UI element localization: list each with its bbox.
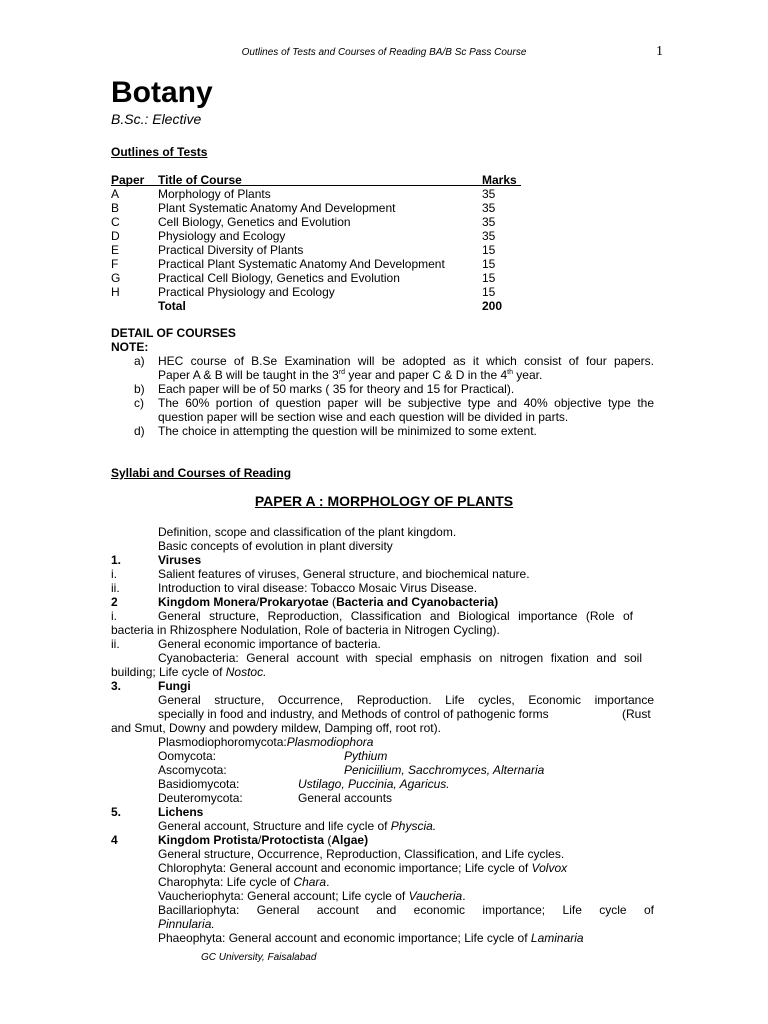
taxon-value: Pythium (344, 749, 388, 763)
item-text: General structure, Reproduction, Classification and Biological importance (Role of (158, 609, 633, 623)
taxon-value: Peniciilium, Sacchromyces, Alternaria (344, 763, 545, 777)
row-paper: D (111, 229, 120, 243)
item-text: Phaeophyta: General account and economic importance; Life cycle of Laminaria (158, 931, 584, 945)
row-paper: B (111, 201, 120, 215)
row-paper: H (111, 285, 120, 299)
taxon-value: Ustilago, Puccinia, Agaricus. (298, 777, 450, 791)
row-title: Plant Systematic Anatomy And Development (158, 201, 396, 215)
section-number: 3. (111, 679, 122, 693)
note-label: NOTE: (111, 340, 149, 354)
section-title: Lichens (158, 805, 204, 819)
item-marker: i. (111, 567, 117, 581)
outlines-heading: Outlines of Tests (111, 145, 208, 159)
item-text: Chlorophyta: General account and economic importance; Life cycle of Volvox (158, 861, 568, 875)
section-title: Fungi (158, 679, 191, 693)
row-paper: A (111, 187, 120, 201)
row-title: Practical Diversity of Plants (158, 243, 304, 257)
note-text: question paper will be section wise and each question will be divided in parts. (158, 410, 569, 424)
note-marker: c) (134, 396, 144, 410)
page-subtitle: B.Sc.: Elective (111, 111, 202, 127)
running-header: Outlines of Tests and Courses of Reading BA/B Sc Pass Course (241, 47, 527, 58)
note-marker: d) (134, 424, 145, 438)
col-header-title: Title of Course (158, 173, 242, 187)
page-title: Botany (111, 76, 213, 109)
section-number: 1. (111, 553, 122, 567)
intro-line: Basic concepts of evolution in plant diversity (158, 539, 393, 553)
taxon-label: Oomycota: (158, 749, 217, 763)
page-number: 1 (656, 44, 663, 59)
item-text: Salient features of viruses, General structure, and biochemical nature. (158, 567, 530, 581)
note-text: Paper A & B will be taught in the 3rd year and paper C & D in the 4th year. (158, 368, 543, 382)
item-text: Charophyta: Life cycle of Chara. (158, 875, 330, 889)
item-text: (Rust (622, 707, 651, 721)
intro-line: Definition, scope and classification of the plant kingdom. (158, 525, 457, 539)
row-title: Physiology and Ecology (158, 229, 286, 243)
page-footer: GC University, Faisalabad (201, 952, 317, 963)
note-marker: a) (134, 354, 145, 368)
taxon-label: Deuteromycota: (158, 791, 243, 805)
section-title: Kingdom Protista/Protoctista (Algae) (158, 833, 369, 847)
item-text: Pinnularia. (158, 917, 215, 931)
row-title: Practical Physiology and Ecology (158, 285, 335, 299)
item-text: building; Life cycle of Nostoc. (111, 665, 267, 679)
item-text: specially in food and industry, and Methods of control of pathogenic forms (158, 707, 549, 721)
table-header-rule (111, 185, 521, 186)
item-marker: i. (111, 609, 117, 623)
item-text: bacteria in Rhizosphere Nodulation, Role of bacteria in Nitrogen Cycling). (111, 623, 500, 637)
item-text: General structure, Occurrence, Reproduction, Classification, and Life cycles. (158, 847, 565, 861)
total-marks: 200 (482, 299, 503, 313)
row-marks: 35 (482, 229, 496, 243)
item-text: General account, Structure and life cycle of Physcia. (158, 819, 437, 833)
section-number: 5. (111, 805, 122, 819)
section-title: Kingdom Monera/Prokaryotae (Bacteria and Cyanobacteria) (158, 595, 499, 609)
section-number: 2 (111, 595, 118, 609)
row-marks: 15 (482, 257, 496, 271)
note-marker: b) (134, 382, 145, 396)
item-text: Bacillariophyta: General account and economic importance; Life cycle of (158, 903, 654, 917)
item-text: General structure, Occurrence, Reproduction. Life cycles, Economic importance (158, 693, 654, 707)
row-title: Morphology of Plants (158, 187, 271, 201)
details-heading: DETAIL OF COURSES (111, 326, 236, 340)
item-text: and Smut, Downy and powdery mildew, Damping off, root rot). (111, 721, 441, 735)
taxon-label: Basidiomycota: (158, 777, 240, 791)
note-text: Each paper will be of 50 marks ( 35 for theory and 15 for Practical). (158, 382, 515, 396)
taxon-value: General accounts (298, 791, 393, 805)
syllabi-heading: Syllabi and Courses of Reading (111, 466, 292, 480)
total-label: Total (158, 299, 186, 313)
item-text: Cyanobacteria: General account with special emphasis on nitrogen fixation and soil (158, 651, 642, 665)
section-number: 4 (111, 833, 118, 847)
taxon-label: Ascomycota: (158, 763, 227, 777)
row-marks: 15 (482, 271, 496, 285)
row-paper: G (111, 271, 121, 285)
item-text: Introduction to viral disease: Tobacco Mosaic Virus Disease. (158, 581, 478, 595)
item-text: General economic importance of bacteria. (158, 637, 381, 651)
row-paper: C (111, 215, 120, 229)
row-marks: 15 (482, 243, 496, 257)
note-text: The choice in attempting the question will be minimized to some extent. (158, 424, 537, 438)
row-title: Cell Biology, Genetics and Evolution (158, 215, 351, 229)
row-marks: 35 (482, 201, 496, 215)
item-marker: ii. (111, 637, 120, 651)
row-paper: F (111, 257, 119, 271)
paper-a-title: PAPER A : MORPHOLOGY OF PLANTS (254, 493, 514, 509)
note-text: The 60% portion of question paper will be subjective type and 40% objective type the (158, 396, 654, 410)
row-title: Practical Cell Biology, Genetics and Evolution (158, 271, 400, 285)
row-title: Practical Plant Systematic Anatomy And Development (158, 257, 445, 271)
item-text: Vaucheriophyta: General account; Life cycle of Vaucheria. (158, 889, 466, 903)
col-header-paper: Paper (111, 173, 145, 187)
row-marks: 15 (482, 285, 496, 299)
row-marks: 35 (482, 215, 496, 229)
row-paper: E (111, 243, 120, 257)
row-marks: 35 (482, 187, 496, 201)
taxon-row: Plasmodiophoromycota:Plasmodiophora (158, 735, 374, 749)
item-marker: ii. (111, 581, 120, 595)
section-title: Viruses (158, 553, 202, 567)
note-text: HEC course of B.Se Examination will be adopted as it which consist of four papers. (158, 354, 654, 368)
col-header-marks: Marks (482, 173, 517, 187)
